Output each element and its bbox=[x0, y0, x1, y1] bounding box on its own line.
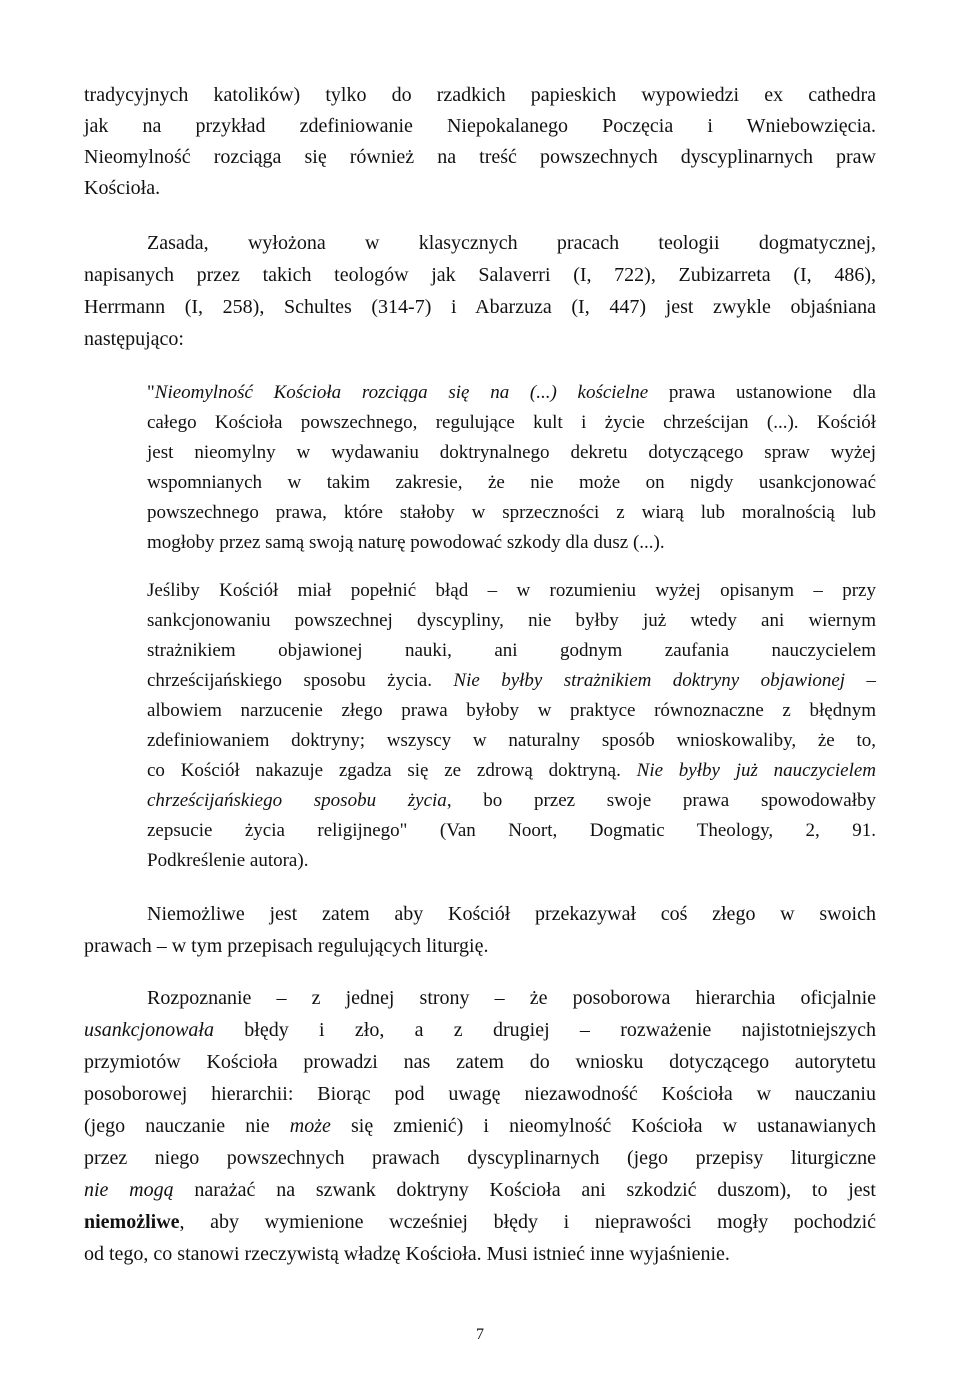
text-line bbox=[84, 1019, 876, 1042]
text-run: narażać na szwank doktryny Kościoła ani szkodzić duszom), to jest bbox=[173, 1179, 876, 1201]
text-line: Zasada, wyłożona w klasycznych pracach teologii dogmatycznej, bbox=[147, 232, 876, 254]
text-line bbox=[84, 1179, 876, 1202]
italic-run: Nie byłby strażnikiem doktryny objawionej – bbox=[453, 670, 876, 691]
text-run: " bbox=[147, 382, 155, 403]
text-line bbox=[147, 670, 876, 692]
text-line: Herrmann (I, 258), Schultes (314-7) i Abarzuza (I, 447) jest zwykle objaśniana bbox=[84, 296, 876, 318]
text-line: wspomnianych w takim zakresie, że nie może on nigdy usankcjonować bbox=[147, 472, 876, 493]
text-line: mogłoby przez samą swoją naturę powodować szkody dla dusz (...). bbox=[147, 532, 665, 553]
text-run: prawa ustanowione dla bbox=[648, 382, 876, 403]
text-run: , aby wymienione wcześniej błędy i nieprawości mogły pochodzić bbox=[179, 1211, 876, 1233]
text-line: zdefiniowaniem doktryny; wszyscy w naturalny sposób wnioskowaliby, że to, bbox=[147, 730, 876, 751]
italic-run: Nieomylność Kościoła rozciąga się na (...) kościelne bbox=[154, 382, 649, 403]
text-line: następująco: bbox=[84, 328, 184, 350]
text-line: jest nieomylny w wydawaniu doktrynalnego dekretu dotyczącego spraw wyżej bbox=[147, 442, 876, 463]
text-line: prawach – w tym przepisach regulujących liturgię. bbox=[84, 935, 489, 957]
text-run: błędy i zło, a z drugiej – rozważenie najistotniejszych bbox=[214, 1019, 876, 1041]
text-line: napisanych przez takich teologów jak Salaverri (I, 722), Zubizarreta (I, 486), bbox=[84, 264, 876, 286]
text-line: albowiem narzucenie złego prawa byłoby w praktyce równoznaczne z błędnym bbox=[147, 700, 876, 721]
text-line bbox=[147, 790, 876, 812]
text-line: powszechnego prawa, które stałoby w sprzeczności z wiarą lub moralnością lub bbox=[147, 502, 876, 523]
italic-run: chrześcijańskiego sposobu życia bbox=[147, 790, 447, 811]
text-line: Niemożliwe jest zatem aby Kościół przekazywał coś złego w swoich bbox=[147, 903, 876, 925]
text-run: chrześcijańskiego sposobu życia. bbox=[147, 670, 454, 691]
italic-run: usankcjonowała bbox=[84, 1019, 214, 1041]
text-line: jak na przykład zdefiniowanie Niepokalanego Poczęcia i Wniebowzięcia. bbox=[84, 115, 876, 137]
italic-run: Nie byłby już nauczycielem bbox=[636, 760, 876, 781]
text-line bbox=[147, 760, 876, 782]
text-line: sankcjonowaniu powszechnej dyscypliny, nie byłby już wtedy ani wiernym bbox=[147, 610, 876, 631]
text-run: się zmienić) i nieomylność Kościoła w ustanawianych bbox=[330, 1115, 876, 1137]
text-line: przez niego powszechnych prawach dyscyplinarnych (jego przepisy liturgiczne bbox=[84, 1147, 876, 1169]
text-line bbox=[84, 1115, 876, 1138]
text-line: zepsucie życia religijnego" (Van Noort, Dogmatic Theology, 2, 91. bbox=[147, 820, 876, 841]
text-line bbox=[84, 1211, 876, 1234]
text-line: przymiotów Kościoła prowadzi nas zatem do wniosku dotyczącego autorytetu bbox=[84, 1051, 876, 1073]
text-line: Kościoła. bbox=[84, 177, 161, 199]
italic-run: może bbox=[289, 1115, 331, 1137]
page-number: 7 bbox=[476, 1326, 484, 1343]
text-line: od tego, co stanowi rzeczywistą władzę Kościoła. Musi istnieć inne wyjaśnienie. bbox=[84, 1243, 730, 1265]
text-run: (jego nauczanie nie bbox=[84, 1115, 290, 1137]
text-line bbox=[147, 382, 876, 404]
text-line: posoborowej hierarchii: Biorąc pod uwagę niezawodność Kościoła w nauczaniu bbox=[84, 1083, 876, 1105]
text-line: Rozpoznanie – z jednej strony – że posoborowa hierarchia oficjalnie bbox=[147, 987, 876, 1009]
italic-run: nie mogą bbox=[84, 1179, 174, 1201]
text-line: strażnikiem objawionej nauki, ani godnym zaufania nauczycielem bbox=[147, 640, 876, 661]
text-line: tradycyjnych katolików) tylko do rzadkich papieskich wypowiedzi ex cathedra bbox=[84, 84, 876, 106]
text-run: , bo przez swoje prawa spowodowałby bbox=[446, 790, 876, 811]
text-line: Nieomylność rozciąga się również na treść powszechnych dyscyplinarnych praw bbox=[84, 146, 876, 168]
text-line: Jeśliby Kościół miał popełnić błąd – w rozumieniu wyżej opisanym – przy bbox=[147, 580, 876, 601]
bold-run: niemożliwe bbox=[84, 1211, 180, 1233]
text-run: co Kościół nakazuje zgadza się ze zdrową doktryną. bbox=[147, 760, 637, 781]
text-line: całego Kościoła powszechnego, regulujące kult i życie chrześcijan (...). Kościół bbox=[147, 412, 876, 433]
text-line: Podkreślenie autora). bbox=[147, 850, 309, 871]
